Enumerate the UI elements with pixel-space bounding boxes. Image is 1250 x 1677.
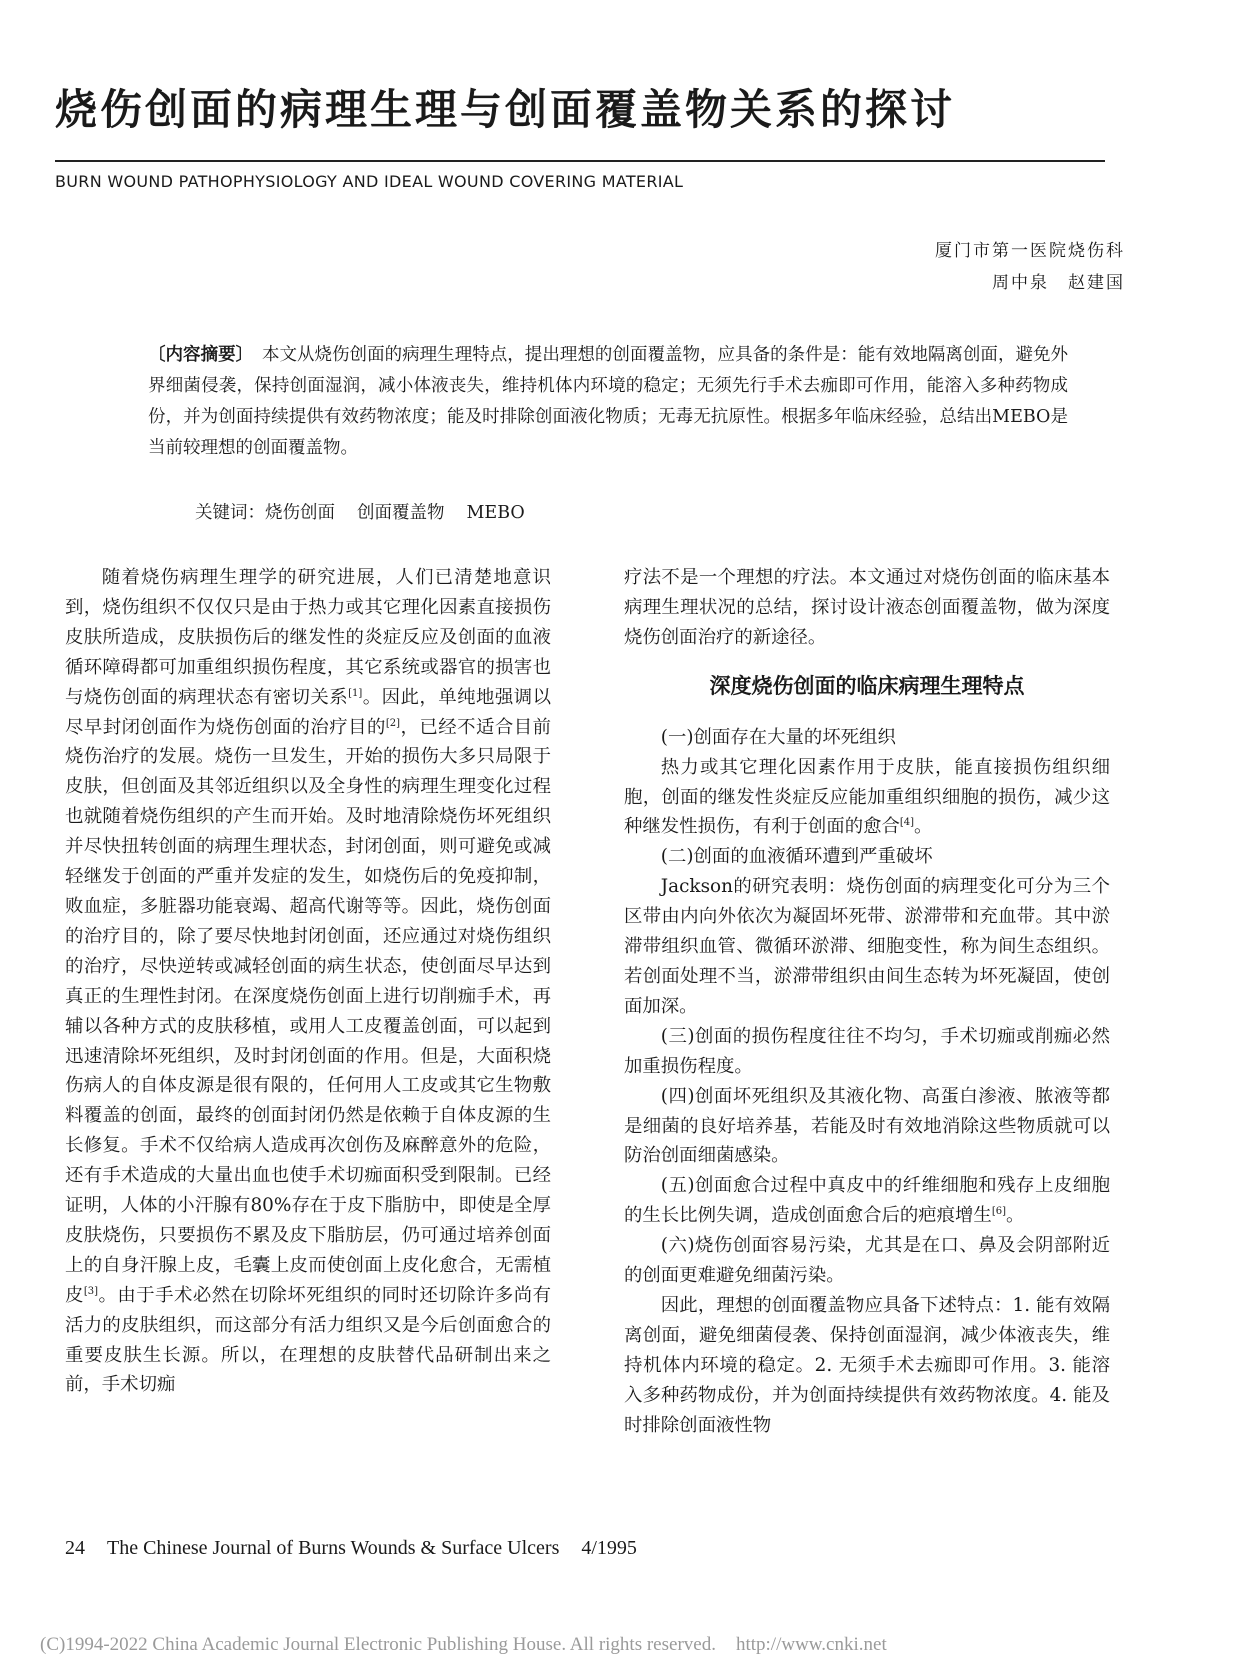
left-column xyxy=(65,563,551,1400)
keyword-1: 烧伤创面 xyxy=(265,503,335,523)
copyright-notice xyxy=(40,1634,907,1656)
citation-1: [1] xyxy=(348,687,363,699)
page-number: 24 xyxy=(65,1537,85,1559)
author-names: 周中泉 赵建国 xyxy=(992,273,1125,293)
author-affiliation: 厦门市第一医院烧伤科 xyxy=(935,241,1125,261)
intro-text-1: 随着烧伤病理生理学的研究进展，人们已清楚地意识到，烧伤组织不仅仅只是由于热力或其它理化因素直接损伤皮肤所造成，皮肤损伤后的继发性的炎症反应及创面的血液循环障碍都可加重组织损伤程度，其它系统或器官的损害也与烧伤创面的病理状态有密切关系 xyxy=(65,567,551,708)
item-3: (三)创面的损伤程度往往不均匀，手术切痂或削痂必然加重损伤程度。 xyxy=(624,1025,1110,1077)
journal-issue: 4/1995 xyxy=(581,1537,637,1559)
item-5 xyxy=(624,1171,1110,1231)
intro-text-3: ，已经不适合目前烧伤治疗的发展。烧伤一旦发生，开始的损伤大多只局限于皮肤，但创面及其邻近组织以及全身性的病理生理变化过程也就随着烧伤组织的产生而开始。及时地清除烧伤坏死组织并尽快扭转创面的病理生理状态，封闭创面，则可避免或减轻继发于创面的严重并发症的发生，如烧伤后的免疫抑制，败血症，多脏器功能衰竭、超高代谢等等。因此，烧伤创面的治疗目的，除了要尽快地封闭创面，还应通过对烧伤组织的治疗，尽快逆转或减轻创面的病生状态，使创面尽早达到真正的生理性封闭。在深度烧伤创面上进行切削痂手术，再辅以各种方式的皮肤移植，或用人工皮覆盖创面，可以起到迅速清除坏死组织，及时封闭创面的作用。但是，大面积烧伤病人的自体皮源是很有限的，任何用人工皮或其它生物敷料覆盖的创面，最终的创面封闭仍然是依赖于自体皮源的生长修复。手术不仅给病人造成再次创伤及麻醉意外的危险，还有手术造成的大量出血也使手术切痂面积受到限制。已经证明，人体的小汗腺有80%存在于皮下脂肪中，即使是全厚皮肤烧伤，只要损伤不累及皮下脂肪层，仍可通过培养创面上的自身汗腺上皮，毛囊上皮而使创面上皮化愈合，无需植皮 xyxy=(65,716,551,1306)
citation-6: [6] xyxy=(991,1206,1006,1218)
item-2-text: Jackson的研究表明：烧伤创面的病理变化可分为三个区带由内向外依次为凝固坏死带、淤滞带和充血带。其中淤滞带组织血管、微循环淤滞、细胞变性，称为间生态组织。若创面处理不当，淤滞带组织由间生态转为坏死凝固，使创面加深。 xyxy=(624,876,1110,1017)
keyword-2: 创面覆盖物 xyxy=(357,503,445,523)
item-1-title: (一)创面存在大量的坏死组织 xyxy=(660,726,896,748)
abstract-label: 〔内容摘要〕 xyxy=(148,345,245,365)
item-5-end: 。 xyxy=(1006,1205,1025,1227)
section-heading: 深度烧伤创面的临床病理生理特点 xyxy=(709,673,1025,698)
english-title: BURN WOUND PATHOPHYSIOLOGY AND IDEAL WOUND COVERING MATERIAL xyxy=(55,172,684,191)
copyright-url: http://www.cnki.net xyxy=(735,1634,887,1655)
item-5-body: (五)创面愈合过程中真皮中的纤维细胞和残存上皮细胞的生长比例失调，造成创面愈合后的疤痕增生 xyxy=(624,1175,1110,1227)
intro-text-4: 。由于手术必然在切除坏死组织的同时还切除许多尚有活力的皮肤组织，而这部分有活力组织又是今后创面愈合的重要皮肤生长源。所以，在理想的皮肤替代品研制出来之前，手术切痂 xyxy=(65,1284,551,1396)
item-4: (四)创面坏死组织及其液化物、高蛋白渗液、脓液等都是细菌的良好培养基，若能及时有效地消除这些物质就可以防治创面细菌感染。 xyxy=(624,1085,1110,1167)
intro-text-2: 。因此，单纯地强调以尽早封闭创面作为烧伤创面的治疗目的 xyxy=(65,686,551,738)
citation-2: [2] xyxy=(385,717,400,729)
right-column xyxy=(624,563,1110,1440)
page-footer xyxy=(65,1537,659,1560)
abstract xyxy=(148,340,1068,464)
keywords-label: 关键词： xyxy=(195,503,265,523)
intro-continuation: 疗法不是一个理想的疗法。本文通过对烧伤创面的临床基本病理生理状况的总结，探讨设计液态创面覆盖物，做为深度烧伤创面治疗的新途径。 xyxy=(624,567,1110,648)
intro-paragraph xyxy=(65,563,551,1400)
journal-name: The Chinese Journal of Burns Wounds & Surface Ulcers xyxy=(107,1537,560,1559)
item-6: (六)烧伤创面容易污染，尤其是在口、鼻及会阴部附近的创面更难避免细菌污染。 xyxy=(624,1235,1110,1287)
citation-3: [3] xyxy=(83,1285,99,1297)
citation-4: [4] xyxy=(899,817,915,829)
title-rule xyxy=(55,160,1105,162)
item-1-text xyxy=(624,753,1110,843)
item-1-end: 。 xyxy=(914,816,933,838)
keywords xyxy=(195,499,547,524)
copyright-text: (C)1994-2022 China Academic Journal Electronic Publishing House. All rights reserved. xyxy=(40,1634,716,1655)
abstract-text: 本文从烧伤创面的病理生理特点，提出理想的创面覆盖物，应具备的条件是：能有效地隔离创面，避免外界细菌侵袭，保持创面湿润，减小体液丧失，维持机体内环境的稳定；无须先行手术去痂即可作用，能溶入多种药物成份，并为创面持续提供有效药物浓度；能及时排除创面液化物质；无毒无抗原性。根据多年临床经验，总结出MEBO是当前较理想的创面覆盖物。 xyxy=(148,345,1069,458)
conclusion-paragraph: 因此，理想的创面覆盖物应具备下述特点：1. 能有效隔离创面，避免细菌侵袭、保持创面湿润，减少体液丧失，维持机体内环境的稳定。2. 无须手术去痂即可作用。3. 能溶入多种药物成份，并为创面持续提供有效药物浓度。4. 能及时排除创面液性物 xyxy=(624,1294,1110,1436)
item-2-title: (二)创面的血液循环遭到严重破坏 xyxy=(660,846,933,868)
keyword-3: MEBO xyxy=(466,503,525,523)
item-1-body: 热力或其它理化因素作用于皮肤，能直接损伤组织细胞，创面的继发性炎症反应能加重组织细胞的损伤，减少这种继发性损伤，有利于创面的愈合 xyxy=(624,756,1110,838)
article-title: 烧伤创面的病理生理与创面覆盖物关系的探讨 xyxy=(55,85,956,134)
